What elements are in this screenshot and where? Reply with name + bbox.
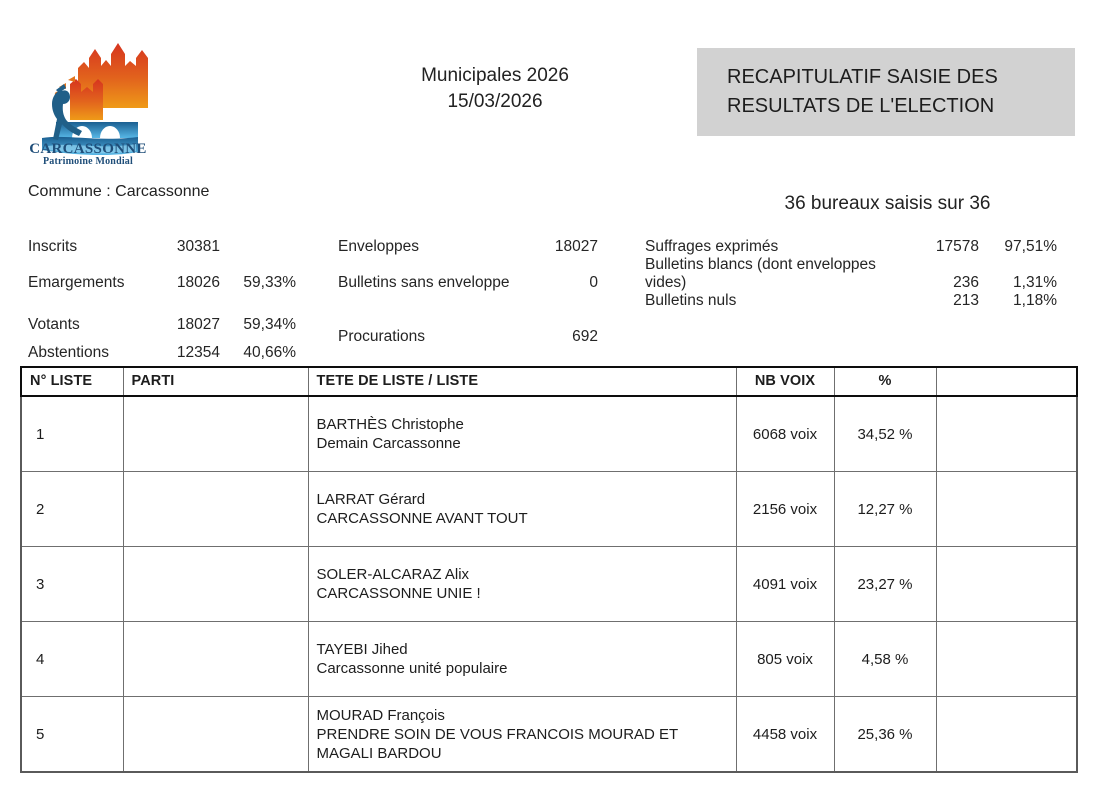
stats-column-left <box>28 238 328 372</box>
column-header-n-liste: N° LISTE <box>21 367 123 396</box>
svg-text:Patrimoine Mondial: Patrimoine Mondial <box>43 156 133 166</box>
cell-tete-de-liste <box>308 396 736 472</box>
cell-nb-voix: 2156 voix <box>736 472 834 547</box>
stat-label: Votants <box>28 316 80 333</box>
cell-list-number: 1 <box>21 396 123 472</box>
page-header <box>0 0 1100 175</box>
stats-column-middle <box>338 238 598 356</box>
table-row <box>21 547 1077 622</box>
stat-value: 18027 <box>176 316 220 333</box>
stat-value: 17578 <box>935 238 979 255</box>
candidate-name: MOURAD François <box>316 706 445 724</box>
stat-row-inscrits <box>28 238 328 266</box>
stat-row-votants <box>28 316 328 344</box>
stats-column-right <box>645 238 1075 310</box>
commune-label: Commune : Carcassonne <box>28 183 210 200</box>
table-row <box>21 697 1077 773</box>
stat-row-enveloppes <box>338 238 598 266</box>
cell-list-number: 5 <box>21 697 123 773</box>
cell-tete-de-liste <box>308 622 736 697</box>
cell-tete-de-liste <box>308 547 736 622</box>
candidate-name: LARRAT Gérard <box>316 491 426 508</box>
stat-row-bulletins-nuls <box>645 292 1075 310</box>
cell-percent: 23,27 % <box>834 547 936 622</box>
cell-blank <box>936 396 1077 472</box>
table-row <box>21 396 1077 472</box>
table-row <box>21 472 1077 547</box>
column-header-nb-voix: NB VOIX <box>736 367 834 396</box>
stat-percent: 59,34% <box>243 316 296 333</box>
cell-tete-de-liste <box>308 472 736 547</box>
list-name: CARCASSONNE AVANT TOUT <box>316 510 528 527</box>
stat-value: 236 <box>953 274 979 291</box>
cell-nb-voix: 4458 voix <box>736 697 834 773</box>
stat-label: Procurations <box>338 328 426 345</box>
election-date: 15/03/2026 <box>447 91 543 112</box>
recap-banner <box>697 48 1075 136</box>
cell-blank <box>936 547 1077 622</box>
stat-label: Suffrages exprimés <box>645 238 779 255</box>
stat-label: Bulletins nuls <box>645 292 737 309</box>
stat-value: 0 <box>589 274 598 291</box>
list-name-line2: MAGALI BARDOU <box>316 744 442 762</box>
cell-tete-de-liste <box>308 697 736 773</box>
stat-value: 18027 <box>554 238 598 255</box>
table-row <box>21 622 1077 697</box>
stat-percent: 97,51% <box>1004 238 1057 255</box>
stat-percent: 1,31% <box>1013 274 1057 291</box>
stat-value: 18026 <box>176 274 220 291</box>
cell-party <box>123 622 308 697</box>
recap-banner-title: RECAPITULATIF SAISIE DES RESULTATS DE L'ELECTION <box>727 66 998 117</box>
svg-text:CARCASSONNE: CARCASSONNE <box>29 141 147 157</box>
cell-party <box>123 472 308 547</box>
list-name: PRENDRE SOIN DE VOUS FRANCOIS MOURAD ET <box>316 725 679 743</box>
election-title-block <box>360 63 630 115</box>
election-title: Municipales 2026 <box>421 65 569 86</box>
stat-value: 30381 <box>176 238 220 255</box>
stat-percent: 40,66% <box>243 344 296 361</box>
cell-percent: 12,27 % <box>834 472 936 547</box>
stat-row-procurations <box>338 328 598 356</box>
cell-nb-voix: 4091 voix <box>736 547 834 622</box>
stat-row-suffrages-exprimes <box>645 238 1075 256</box>
bureaux-count: 36 bureaux saisis sur 36 <box>784 193 991 214</box>
cell-percent: 34,52 % <box>834 396 936 472</box>
stat-label: Abstentions <box>28 344 109 361</box>
column-header-parti: PARTI <box>123 367 308 396</box>
candidate-name: TAYEBI Jihed <box>316 641 408 658</box>
stat-value: 12354 <box>176 344 220 361</box>
column-header-pct: % <box>834 367 936 396</box>
column-header-tete-de-liste: TETE DE LISTE / LISTE <box>308 367 736 396</box>
cell-nb-voix: 805 voix <box>736 622 834 697</box>
stat-label: Enveloppes <box>338 238 420 255</box>
results-table <box>20 366 1078 773</box>
stat-value: 692 <box>572 328 598 345</box>
list-name: CARCASSONNE UNIE ! <box>316 585 481 602</box>
cell-list-number: 4 <box>21 622 123 697</box>
list-name: Demain Carcassonne <box>316 435 461 452</box>
stat-label: Bulletins sans enveloppe <box>338 274 510 291</box>
statistics-section <box>0 238 1100 361</box>
stat-percent: 1,18% <box>1013 292 1057 309</box>
list-name: Carcassonne unité populaire <box>316 660 508 677</box>
stat-label: Inscrits <box>28 238 78 255</box>
carcassonne-logo <box>26 34 151 166</box>
cell-list-number: 2 <box>21 472 123 547</box>
cell-percent: 25,36 % <box>834 697 936 773</box>
candidate-name: SOLER-ALCARAZ Alix <box>316 566 470 583</box>
cell-list-number: 3 <box>21 547 123 622</box>
cell-blank <box>936 622 1077 697</box>
cell-blank <box>936 697 1077 773</box>
stat-label: Emargements <box>28 274 125 291</box>
stat-percent: 59,33% <box>243 274 296 291</box>
cell-nb-voix: 6068 voix <box>736 396 834 472</box>
stat-value: 213 <box>953 292 979 309</box>
cell-percent: 4,58 % <box>834 622 936 697</box>
results-table-container <box>20 366 1076 773</box>
stat-row-bulletins-sans-enveloppe <box>338 274 598 302</box>
table-header-row <box>21 367 1077 396</box>
cell-party <box>123 396 308 472</box>
stat-label: Bulletins blancs (dont enveloppes vides) <box>645 256 876 291</box>
cell-blank <box>936 472 1077 547</box>
candidate-name: BARTHÈS Christophe <box>316 416 464 433</box>
column-header-blank <box>936 367 1077 396</box>
stat-row-bulletins-blancs <box>645 256 1075 292</box>
cell-party <box>123 697 308 773</box>
stat-row-emargements <box>28 274 328 302</box>
cell-party <box>123 547 308 622</box>
